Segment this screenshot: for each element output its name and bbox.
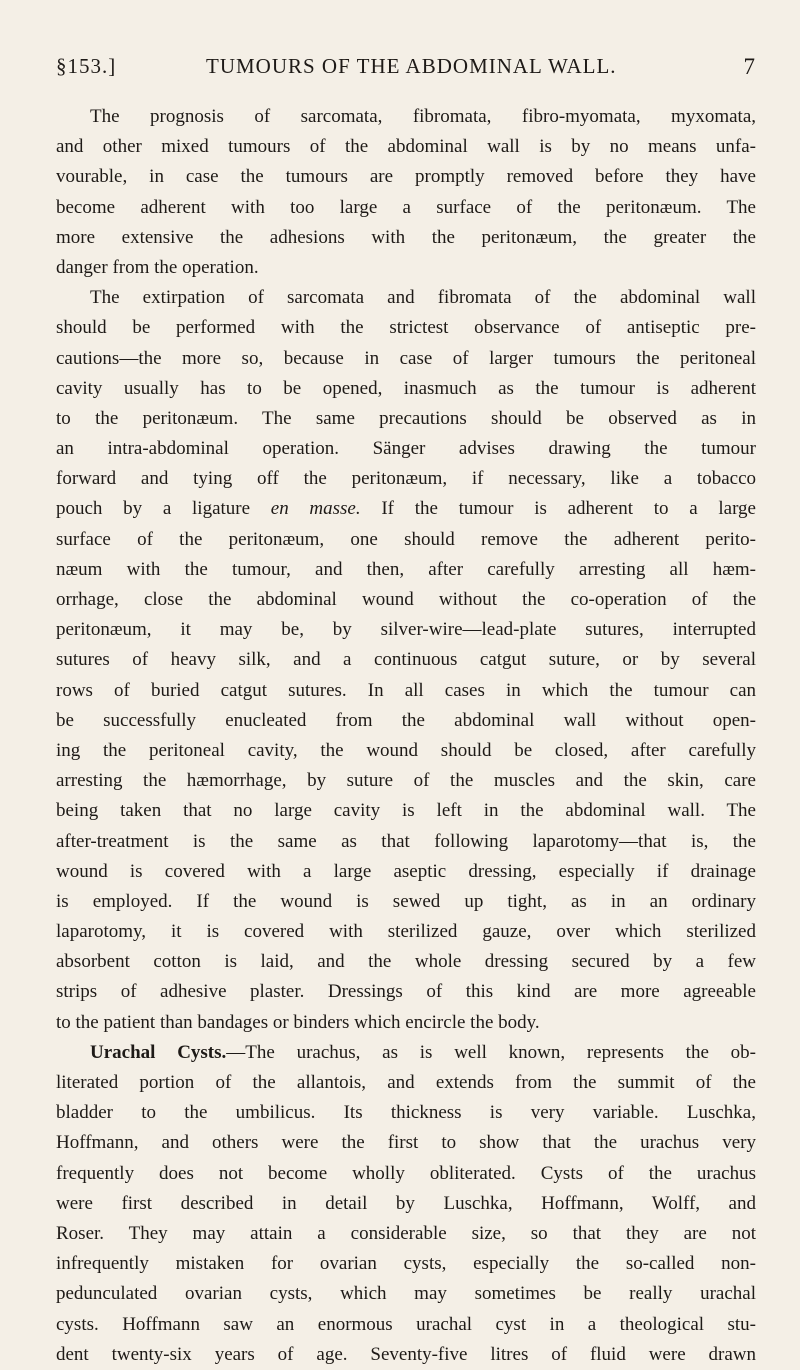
line-text: strips of adhesive plaster. Dressings of this kind are more agreeable <box>56 981 756 1003</box>
line-text: and other mixed tumours of the abdominal wall is by no means unfa- <box>56 136 756 158</box>
text-line <box>56 887 756 917</box>
text-line <box>56 494 756 524</box>
running-title: TUMOURS OF THE ABDOMINAL WALL. <box>206 54 617 78</box>
line-text: to the patient than bandages or binders which encircle the body. <box>56 1011 540 1033</box>
text-line <box>56 1038 756 1068</box>
text-line <box>56 102 756 132</box>
line-text: laparotomy, it is covered with sterilized gauze, over which sterilized <box>56 921 756 943</box>
line-text: were first described in detail by Luschka, Hoffmann, Wolff, and <box>56 1192 756 1214</box>
text-line <box>56 344 756 374</box>
text-line <box>56 1340 756 1370</box>
running-header <box>56 54 756 84</box>
section-number: §153.] <box>56 54 117 78</box>
text-line <box>56 404 756 434</box>
line-text: pouch by a ligature <box>56 498 271 520</box>
text-line <box>56 796 756 826</box>
text-line <box>56 766 756 796</box>
text-line <box>56 555 756 585</box>
page-number: 7 <box>743 54 756 79</box>
line-text: infrequently mistaken for ovarian cysts, especially the so-called non- <box>56 1253 756 1275</box>
text-line <box>56 313 756 343</box>
text-line <box>56 827 756 857</box>
text-line <box>56 1159 756 1189</box>
line-text: orrhage, close the abdominal wound without the co-operation of the <box>56 589 756 610</box>
text-line <box>56 947 756 977</box>
line-text: more extensive the adhesions with the peritonæum, the greater the <box>56 226 756 248</box>
text-line <box>56 1310 756 1340</box>
line-text: sutures of heavy silk, and a continuous catgut suture, or by several <box>56 649 756 671</box>
line-text: If the tumour is adherent to a large <box>360 498 756 520</box>
line-text: The prognosis of sarcomata, fibromata, fibro-myomata, myxomata, <box>90 106 756 127</box>
line-text: an intra-abdominal operation. Sänger advises drawing the tumour <box>56 438 756 460</box>
line-text: become adherent with too large a surface of the peritonæum. The <box>56 196 756 218</box>
text-line <box>56 1249 756 1279</box>
line-text: Roser. They may attain a considerable size, so that they are not <box>56 1222 756 1244</box>
line-text: surface of the peritonæum, one should remove the adherent perito- <box>56 528 756 550</box>
text-line <box>56 977 756 1007</box>
text-line <box>56 253 756 283</box>
text-line <box>56 736 756 766</box>
text-line <box>56 1279 756 1309</box>
body-text <box>56 102 756 1370</box>
text-line <box>56 585 756 615</box>
text-line <box>56 223 756 253</box>
line-text: vourable, in case the tumours are promptly removed before they have <box>56 166 756 188</box>
text-line <box>56 464 756 494</box>
line-text: cavity usually has to be opened, inasmuch as the tumour is adherent <box>56 377 756 399</box>
line-text: rows of buried catgut sutures. In all cases in which the tumour can <box>56 679 756 701</box>
run-in-heading: Urachal Cysts. <box>90 1041 227 1063</box>
line-text: arresting the hæmorrhage, by suture of the muscles and the skin, care <box>56 770 756 792</box>
line-text: peritonæum, it may be, by silver-wire—lead-plate sutures, interrupted <box>56 619 756 641</box>
text-line <box>56 1219 756 1249</box>
text-line <box>56 525 756 555</box>
text-line <box>56 1189 756 1219</box>
line-text: should be performed with the strictest observance of antiseptic pre- <box>56 317 756 339</box>
text-line <box>56 1098 756 1128</box>
line-text: wound is covered with a large aseptic dressing, especially if drainage <box>56 860 756 882</box>
line-text: cysts. Hoffmann saw an enormous urachal cyst in a theological stu- <box>56 1313 756 1335</box>
line-text: The extirpation of sarcomata and fibromata of the abdominal wall <box>90 287 756 309</box>
line-text: be successfully enucleated from the abdominal wall without open- <box>56 709 756 731</box>
text-line <box>56 615 756 645</box>
line-text: ing the peritoneal cavity, the wound should be closed, after carefully <box>56 739 756 761</box>
line-text: Hoffmann, and others were the first to show that the urachus very <box>56 1132 756 1154</box>
line-text: forward and tying off the peritonæum, if necessary, like a tobacco <box>56 468 756 490</box>
text-line <box>56 645 756 675</box>
line-text: frequently does not become wholly obliterated. Cysts of the urachus <box>56 1162 756 1184</box>
text-line <box>56 434 756 464</box>
line-text: bladder to the umbilicus. Its thickness is very variable. Luschka, <box>56 1102 756 1124</box>
text-line <box>56 162 756 192</box>
text-line <box>56 132 756 162</box>
text-line <box>56 283 756 313</box>
text-line <box>56 917 756 947</box>
text-line <box>56 676 756 706</box>
text-line <box>56 1128 756 1158</box>
text-line <box>56 706 756 736</box>
line-text: cautions—the more so, because in case of larger tumours the peritoneal <box>56 347 756 369</box>
line-text: —The urachus, as is well known, represents the ob- <box>226 1041 756 1063</box>
text-line <box>56 374 756 404</box>
text-line <box>56 1068 756 1098</box>
text-line <box>56 857 756 887</box>
line-text: næum with the tumour, and then, after carefully arresting all hæm- <box>56 558 756 580</box>
italic-phrase: en masse. <box>270 498 361 520</box>
line-text: pedunculated ovarian cysts, which may sometimes be really urachal <box>56 1283 756 1305</box>
line-text: literated portion of the allantois, and extends from the summit of the <box>56 1072 756 1093</box>
line-text: after-treatment is the same as that following laparotomy—that is, the <box>56 830 756 852</box>
line-text: absorbent cotton is laid, and the whole dressing secured by a few <box>56 951 756 973</box>
text-line <box>56 1008 756 1038</box>
line-text: dent twenty-six years of age. Seventy-five litres of fluid were drawn <box>56 1343 756 1365</box>
line-text: being taken that no large cavity is left in the abdominal wall. The <box>56 800 756 822</box>
line-text: danger from the operation. <box>56 256 259 278</box>
line-text: to the peritonæum. The same precautions should be observed as in <box>56 407 756 429</box>
text-line <box>56 193 756 223</box>
line-text: is employed. If the wound is sewed up tight, as in an ordinary <box>56 890 756 912</box>
